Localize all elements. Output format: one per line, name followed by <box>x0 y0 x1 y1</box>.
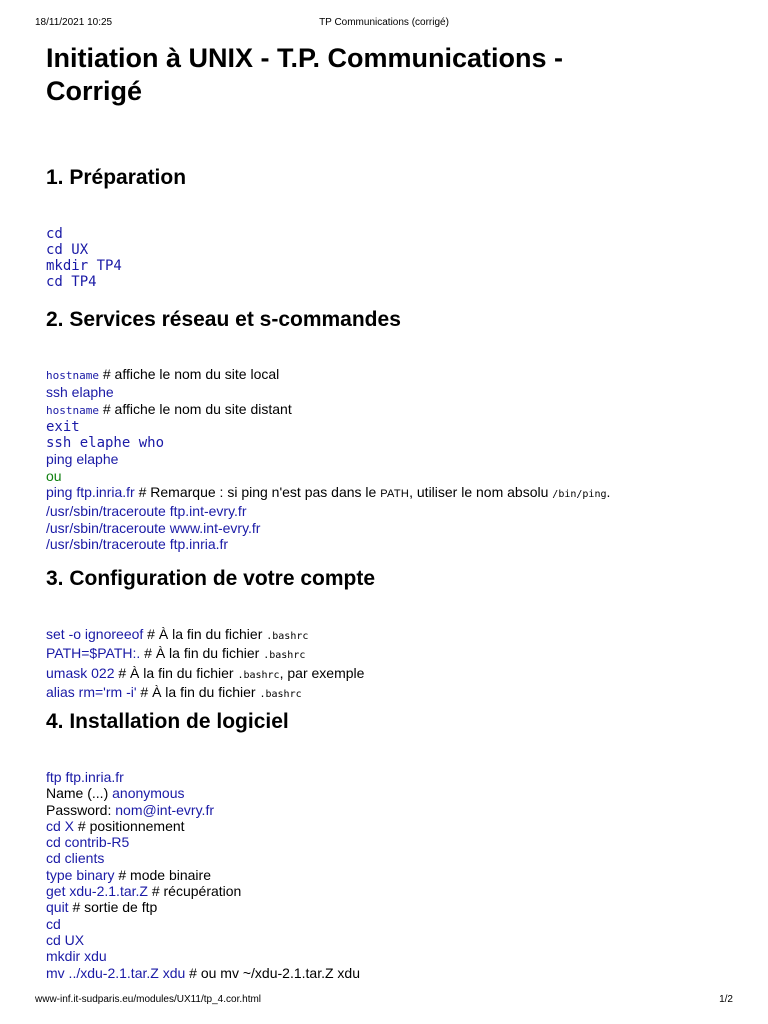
code-line <box>46 645 736 664</box>
code-line: ping elaphe <box>46 451 119 468</box>
code-command: hostname <box>46 369 99 382</box>
print-footer <box>35 994 733 1008</box>
section-4-code <box>46 769 736 981</box>
code-comment: # Remarque : si ping n'est pas dans le <box>134 484 381 501</box>
code-line <box>46 665 736 684</box>
code-line: ssh elaphe who <box>46 435 165 452</box>
section-2-code <box>46 366 736 552</box>
code-line <box>46 883 736 899</box>
code-line <box>46 785 736 801</box>
code-comment: # mode binaire <box>114 866 211 883</box>
code-line <box>46 484 736 503</box>
code-command: hostname <box>46 403 99 417</box>
code-comment: . <box>606 484 611 501</box>
code-line: ftp ftp.inria.fr <box>46 769 124 785</box>
code-command: cd X <box>46 817 75 834</box>
code-line <box>46 965 736 981</box>
code-line: cd contrib-R5 <box>46 834 130 851</box>
code-comment: # affiche le nom du site distant <box>98 400 292 417</box>
document-title <box>46 42 736 108</box>
code-line: cd UX <box>46 242 89 258</box>
code-comment: # sortie de ftp <box>68 899 158 916</box>
code-line: cd clients <box>46 850 105 867</box>
document-body <box>46 42 736 981</box>
code-line-alternative: ou <box>46 467 62 484</box>
code-line: ssh elaphe <box>46 384 114 401</box>
code-line: cd <box>46 226 63 242</box>
section-3-code <box>46 626 736 703</box>
path-variable: PATH <box>380 488 410 501</box>
code-comment: # affiche le nom du site local <box>98 366 280 382</box>
code-comment: , par exemple <box>279 664 365 681</box>
code-line: mkdir TP4 <box>46 258 122 274</box>
print-header <box>35 17 733 31</box>
code-line: /usr/sbin/traceroute www.int-evry.fr <box>46 519 261 536</box>
code-comment: # récupération <box>147 883 242 900</box>
section-2-heading: 2. Services réseau et s-commandes <box>46 308 401 331</box>
code-line: /usr/sbin/traceroute ftp.inria.fr <box>46 535 229 552</box>
code-line: exit <box>46 418 80 435</box>
code-comment: # À la fin du fichier <box>140 645 264 662</box>
file-name: .bashrc <box>259 688 302 700</box>
file-name: .bashrc <box>237 669 280 681</box>
code-line <box>46 802 736 818</box>
code-command: alias rm='rm -i' <box>46 683 137 700</box>
code-line: cd TP4 <box>46 274 97 290</box>
code-comment: # À la fin du fichier <box>143 626 267 642</box>
code-line: cd UX <box>46 931 85 948</box>
code-comment: , utiliser le nom absolu <box>409 484 553 501</box>
code-command: umask 022 <box>46 664 115 681</box>
section-3-heading: 3. Configuration de votre compte <box>46 567 376 590</box>
code-command: get xdu-2.1.tar.Z <box>46 883 148 900</box>
section-1-heading: 1. Préparation <box>46 166 187 189</box>
code-command: ping ftp.inria.fr <box>46 484 135 501</box>
prompt-label: Password: <box>46 801 116 818</box>
code-line: cd <box>46 915 61 932</box>
code-line <box>46 684 736 703</box>
code-line <box>46 899 736 915</box>
file-name: .bashrc <box>266 631 309 642</box>
code-command: quit <box>46 899 69 916</box>
code-command: mv ../xdu-2.1.tar.Z xdu <box>46 964 186 981</box>
print-url: www-inf.it-sudparis.eu/modules/UX11/tp_4.cor.html <box>35 994 262 1005</box>
prompt-label: Name (...) <box>46 785 113 802</box>
code-comment: # À la fin du fichier <box>114 664 238 681</box>
code-command: type binary <box>46 866 115 883</box>
document-title-line-1: Initiation à UNIX - T.P. Communications - <box>46 43 564 73</box>
user-input: anonymous <box>112 785 185 802</box>
print-page-number: 1/2 <box>719 994 733 1005</box>
section-4-heading: 4. Installation de logiciel <box>46 710 289 733</box>
code-comment: # À la fin du fichier <box>136 683 260 700</box>
code-comment: # positionnement <box>74 817 185 834</box>
code-command: set -o ignoreeof <box>46 626 144 642</box>
code-line <box>46 626 736 645</box>
section-1-code <box>46 226 736 290</box>
code-line <box>46 401 736 419</box>
code-line <box>46 867 736 883</box>
file-name: .bashrc <box>263 650 306 662</box>
absolute-path: /bin/ping <box>552 489 607 501</box>
code-line <box>46 366 736 384</box>
code-comment: # ou mv ~/xdu-2.1.tar.Z xdu <box>185 964 360 981</box>
code-line: /usr/sbin/traceroute ftp.int-evry.fr <box>46 503 247 520</box>
code-line: mkdir xdu <box>46 948 107 965</box>
document-title-line-2: Corrigé <box>46 76 143 106</box>
code-command: PATH=$PATH:. <box>46 645 141 662</box>
user-input: nom@int-evry.fr <box>115 801 214 818</box>
code-line <box>46 818 736 834</box>
print-page-title: TP Communications (corrigé) <box>319 17 449 28</box>
print-datetime: 18/11/2021 10:25 <box>35 17 113 28</box>
